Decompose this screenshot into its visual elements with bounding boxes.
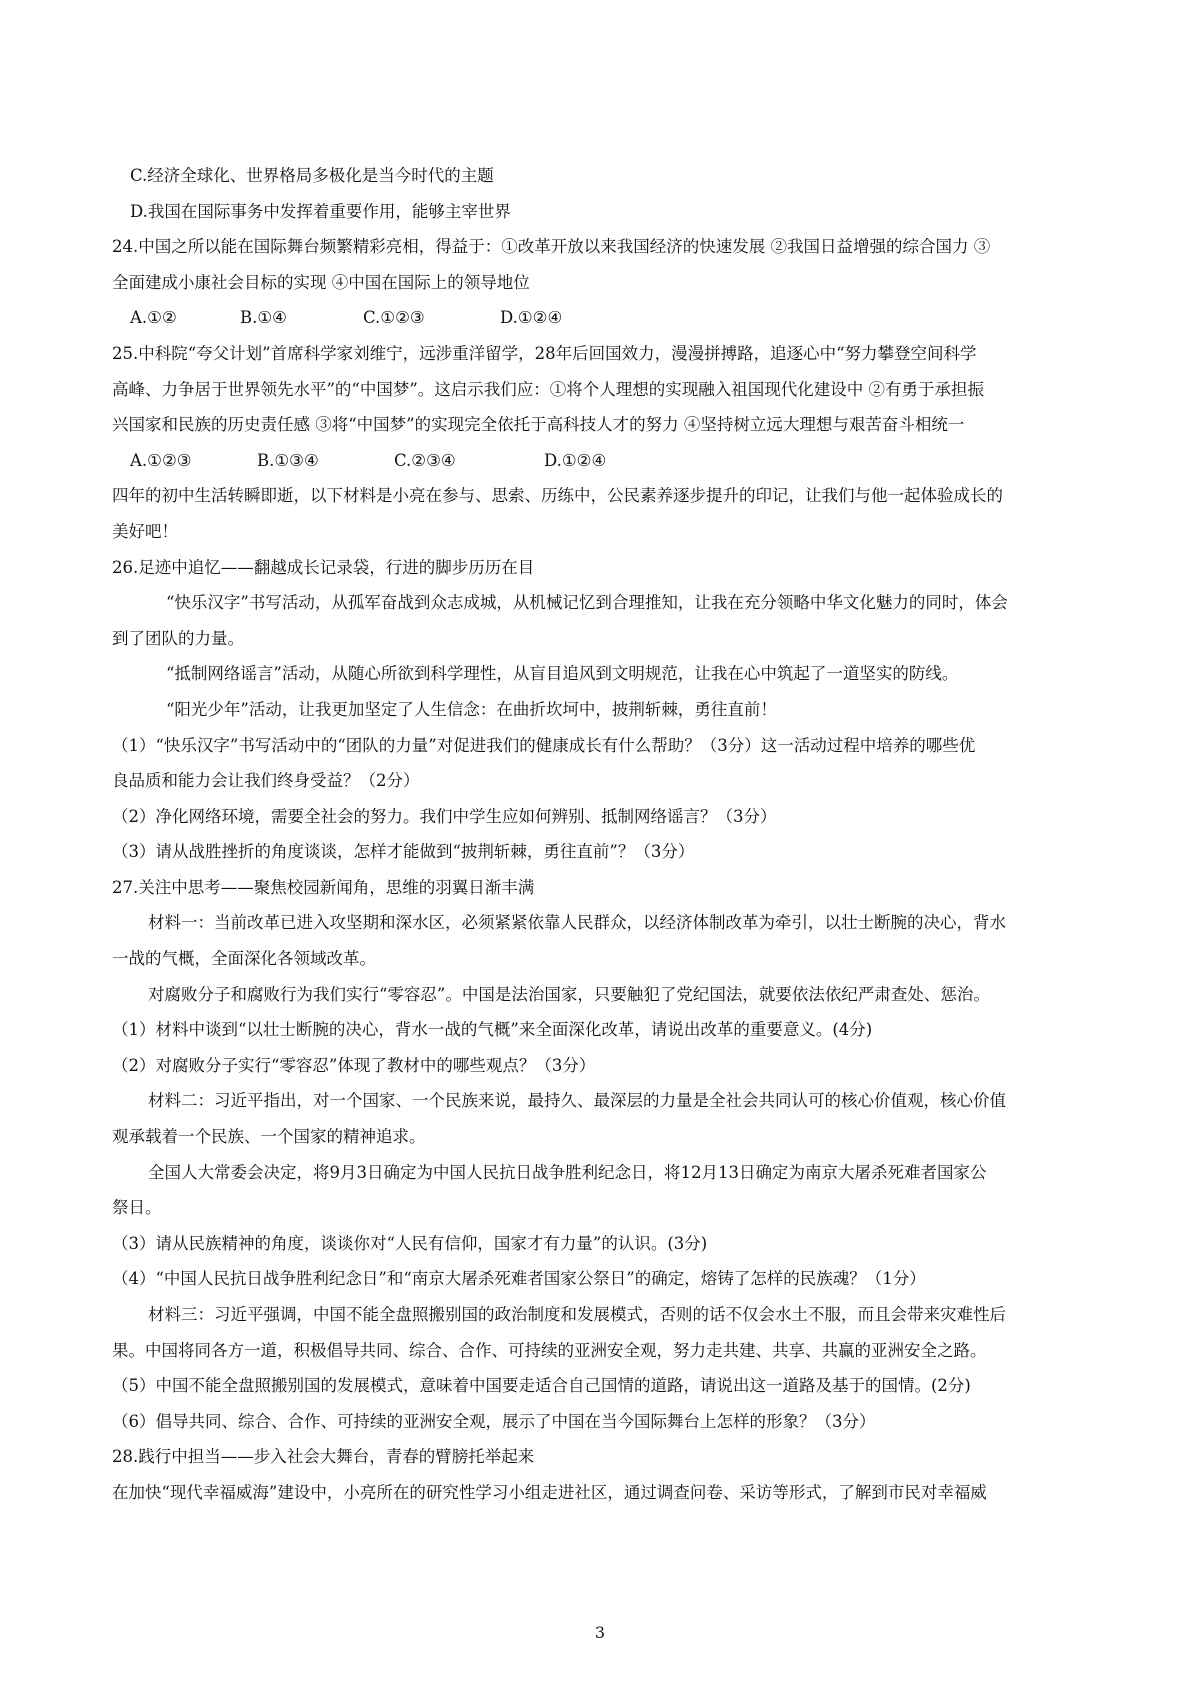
- question-24: 24.中国之所以能在国际舞台频繁精彩亮相，得益于：①改革开放以来我国经济的快速发展 ②我国日益增强的综合国力 ③: [112, 237, 991, 257]
- q27-material-2-para: 全国人大常委会决定，将9月3日确定为中国人民抗日战争胜利纪念日，将12月13日确定为南京大屠杀死难者国家公: [148, 1162, 987, 1182]
- option-c: C.②③④: [394, 450, 456, 470]
- q27-sub-5: （5）中国不能全盘照搬别国的发展模式，意味着中国要走适合自己国情的道路，请说出这一道路及基于的国情。(2分): [112, 1376, 971, 1396]
- q27-material-2-para-cont: 祭日。: [112, 1198, 162, 1218]
- q27-sub-1: （1）材料中谈到“以壮士断腕的决心，背水一战的气概”来全面深化改革，请说出改革的重要意义。(4分): [112, 1020, 873, 1040]
- question-25-cont: 兴国家和民族的历史责任感 ③将“中国梦”的实现完全依托于高科技人才的努力 ④坚持树立远大理想与艰苦奋斗相统一: [112, 415, 965, 435]
- q27-sub-3: （3）请从民族精神的角度，谈谈你对“人民有信仰，国家才有力量”的认识。(3分): [112, 1233, 708, 1253]
- question-25: 25.中科院“夸父计划”首席科学家刘维宁，远涉重洋留学，28年后回国效力，漫漫拼搏路，追逐心中“努力攀登空间科学: [112, 343, 977, 363]
- option-b: B.①③④: [257, 450, 319, 470]
- question-24-cont: 全面建成小康社会目标的实现 ④中国在国际上的领导地位: [112, 272, 530, 292]
- question-24-options: [112, 300, 1100, 336]
- section-intro: 四年的初中生活转瞬即逝，以下材料是小亮在参与、思索、历练中，公民素养逐步提升的印记，让我们与他一起体验成长的: [112, 486, 1003, 506]
- q26-paragraph: “快乐汉字”书写活动，从孤军奋战到众志成城，从机械记忆到合理推知，让我在充分领略中华文化魅力的同时，体会: [166, 593, 1008, 613]
- q27-material-1-para: 对腐败分子和腐败行为我们实行“零容忍”。中国是法治国家，只要触犯了党纪国法，就要依法依纪严肃查处、惩治。: [148, 984, 990, 1004]
- question-25-options: [112, 443, 1100, 479]
- q27-material-3: 材料三：习近平强调，中国不能全盘照搬别国的政治制度和发展模式，否则的话不仅会水土不服，而且会带来灾难性后: [148, 1305, 1006, 1324]
- q26-sub-3: （3）请从战胜挫折的角度谈谈，怎样才能做到“披荆斩棘，勇往直前”？（3分）: [112, 842, 695, 862]
- q27-sub-4: （4）“中国人民抗日战争胜利纪念日”和“南京大屠杀死难者国家公祭日”的确定，熔铸了怎样的民族魂？（1分）: [112, 1269, 926, 1289]
- q26-sub-1-cont: 良品质和能力会让我们终身受益？（2分）: [112, 771, 420, 791]
- page-number: 3: [594, 1623, 606, 1642]
- q27-material-1-cont: 一战的气概，全面深化各领域改革。: [112, 949, 376, 969]
- q27-material-1: 材料一：当前改革已进入攻坚期和深水区，必须紧紧依靠人民群众，以经济体制改革为牵引，以壮士断腕的决心，背水: [148, 913, 1006, 933]
- option-c: C.①②③: [363, 308, 425, 328]
- q27-sub-2: （2）对腐败分子实行“零容忍”体现了教材中的哪些观点？（3分）: [112, 1055, 596, 1075]
- option-d-q23: D.我国在国际事务中发挥着重要作用，能够主宰世界: [130, 201, 511, 221]
- option-d: D.①②④: [500, 308, 563, 328]
- q27-material-2-cont: 观承载着一个民族、一个国家的精神追求。: [112, 1127, 426, 1147]
- q27-material-2: 材料二：习近平指出，对一个国家、一个民族来说，最持久、最深层的力量是全社会共同认可的核心价值观，核心价值: [148, 1091, 1006, 1111]
- q26-paragraph: “阳光少年”活动，让我更加坚定了人生信念：在曲折坎坷中，披荆斩棘，勇往直前！: [166, 699, 777, 719]
- question-28-title: 28.践行中担当——步入社会大舞台，青春的臂膀托举起来: [112, 1447, 535, 1467]
- option-a: A.①②: [130, 308, 177, 328]
- q27-sub-6: （6）倡导共同、综合、合作、可持续的亚洲安全观，展示了中国在当今国际舞台上怎样的形象？（3分）: [112, 1411, 876, 1431]
- q26-paragraph: “抵制网络谣言”活动，从随心所欲到科学理性，从盲目追风到文明规范，让我在心中筑起了一道坚实的防线。: [166, 664, 959, 684]
- option-b: B.①④: [240, 308, 287, 328]
- q26-sub-2: （2）净化网络环境，需要全社会的努力。我们中学生应如何辨别、抵制网络谣言？（3分）: [112, 806, 777, 826]
- option-d: D.①②④: [544, 450, 607, 470]
- question-25-cont: 高峰、力争居于世界领先水平”的“中国梦”。这启示我们应：①将个人理想的实现融入祖国现代化建设中 ②有勇于承担振: [112, 379, 985, 399]
- page-content: [112, 158, 1100, 1511]
- section-intro-cont: 美好吧！: [112, 521, 178, 541]
- option-a: A.①②③: [130, 450, 192, 470]
- q28-paragraph: 在加快“现代幸福威海”建设中，小亮所在的研究性学习小组走进社区，通过调查问卷、采访等形式，了解到市民对幸福威: [112, 1482, 987, 1502]
- q26-paragraph-cont: 到了团队的力量。: [112, 628, 244, 648]
- option-c-q23: C.经济全球化、世界格局多极化是当今时代的主题: [130, 166, 494, 185]
- q27-material-3-cont: 果。中国将同各方一道，积极倡导共同、综合、合作、可持续的亚洲安全观，努力走共建、共享、共赢的亚洲安全之路。: [112, 1340, 987, 1360]
- question-26-title: 26.足迹中追忆——翻越成长记录袋，行进的脚步历历在目: [112, 557, 535, 577]
- question-27-title: 27.关注中思考——聚焦校园新闻角，思维的羽翼日渐丰满: [112, 877, 535, 897]
- q26-sub-1: （1）“快乐汉字”书写活动中的“团队的力量”对促进我们的健康成长有什么帮助？（3分）这一活动过程中培养的哪些优: [112, 735, 976, 755]
